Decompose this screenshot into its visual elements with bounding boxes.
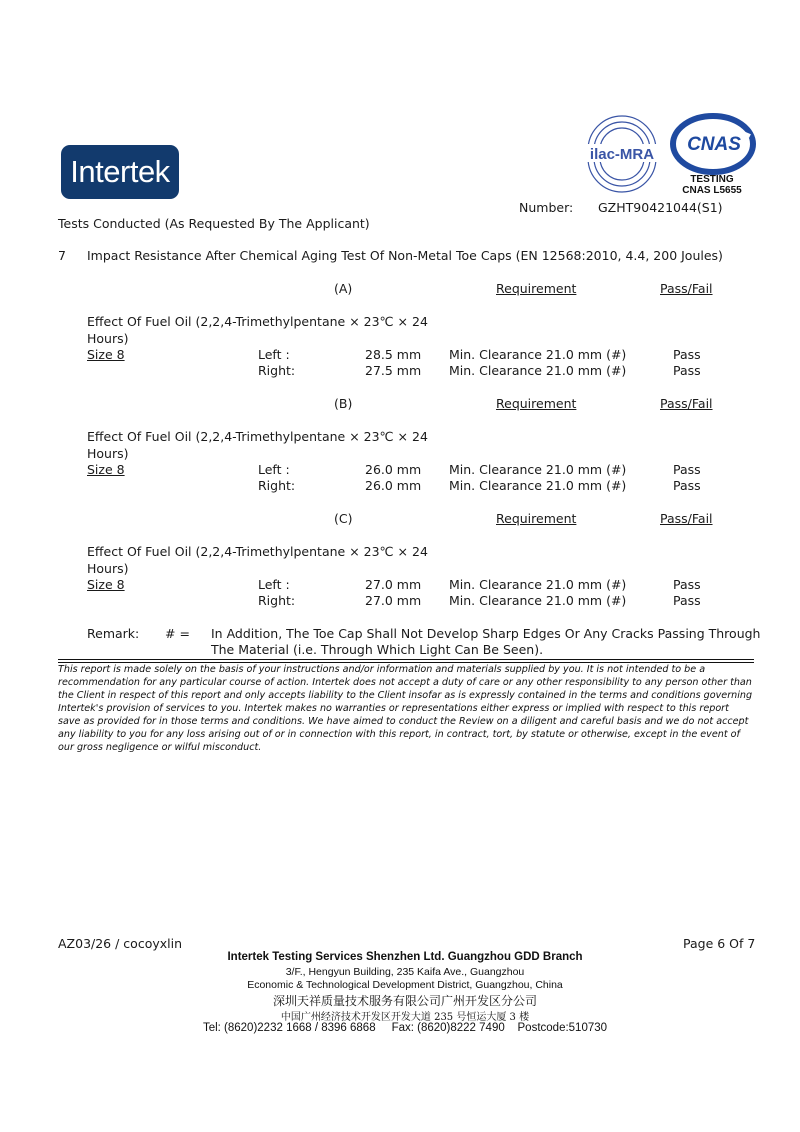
sample-c-right-result: Pass [673,593,701,608]
sample-b-size: Size 8 [87,462,125,477]
remark-line2: The Material (i.e. Through Which Light Can Be Seen). [211,642,544,657]
sample-a-effect-line1: Effect Of Fuel Oil (2,2,4-Trimethylpentane × 23℃ × 24 [87,314,428,329]
item-number: 7 [58,248,66,263]
sample-a-requirement-header: Requirement [496,281,577,296]
number-value: GZHT90421044(S1) [598,200,723,215]
ilac-text: ilac-MRA [589,146,655,163]
sample-c-right-requirement: Min. Clearance 21.0 mm (#) [449,593,627,608]
sample-b-right-label: Right: [258,478,296,493]
sample-b-right-result: Pass [673,478,701,493]
remark-line1: In Addition, The Toe Cap Shall Not Develop Sharp Edges Or Any Cracks Passing Through [211,626,761,641]
sample-b-right-value: 26.0 mm [365,478,422,493]
cnas-number: CNAS L5655 [682,185,742,196]
sample-c-effect-line2: Hours) [87,561,129,576]
sample-c-left-requirement: Min. Clearance 21.0 mm (#) [449,577,627,592]
sample-b-right-requirement: Min. Clearance 21.0 mm (#) [449,478,627,493]
sample-a-passfail-header: Pass/Fail [660,281,713,296]
sample-c-requirement-header: Requirement [496,511,577,526]
sample-a-right-value: 27.5 mm [365,363,422,378]
sample-c-left-label: Left : [258,577,290,592]
sample-a-id: (A) [334,281,353,296]
sample-a-left-result: Pass [673,347,701,362]
sample-a-left-label: Left : [258,347,290,362]
footer-address-zh: 中国广州经济技术开发区开发大道 235 号恒运大厦 3 楼 [280,1012,530,1023]
sample-b-id: (B) [334,396,353,411]
intertek-logo [61,145,179,199]
sample-a-left-requirement: Min. Clearance 21.0 mm (#) [449,347,627,362]
cnas-label [672,174,752,196]
footer-address2: Economic & Technological Development District, Guangzhou, China [247,979,563,991]
remark-label: Remark: [87,626,140,641]
divider [58,659,754,660]
footer-contact: Tel: (8620)2232 1668 / 8396 6868 Fax: (8620)8222 7490 Postcode:510730 [202,1022,608,1034]
sample-a-effect-line2: Hours) [87,331,129,346]
sample-c-right-label: Right: [258,593,296,608]
sample-a-right-requirement: Min. Clearance 21.0 mm (#) [449,363,627,378]
sample-c-effect-line1: Effect Of Fuel Oil (2,2,4-Trimethylpentane × 23℃ × 24 [87,544,428,559]
sample-c-left-result: Pass [673,577,701,592]
sample-a-right-result: Pass [673,363,701,378]
sample-b-effect-line1: Effect Of Fuel Oil (2,2,4-Trimethylpentane × 23℃ × 24 [87,429,428,444]
sample-c-size: Size 8 [87,577,125,592]
tests-conducted: Tests Conducted (As Requested By The Applicant) [58,216,370,231]
number-label: Number: [519,200,574,215]
cnas-testing: TESTING [690,174,734,185]
footer-company-zh: 深圳天祥质量技术服务有限公司广州开发区分公司 [272,994,537,1008]
sample-c-left-value: 27.0 mm [365,577,422,592]
sample-a-left-value: 28.5 mm [365,347,422,362]
footer-address1: 3/F., Hengyun Building, 235 Kaifa Ave., Guangzhou [285,966,525,978]
item-title: Impact Resistance After Chemical Aging Test Of Non-Metal Toe Caps (EN 12568:2010, 4.4, 200 Joules) [87,248,723,263]
cnas-text: CNAS [687,134,741,155]
sample-a-right-label: Right: [258,363,296,378]
sample-b-left-label: Left : [258,462,290,477]
footer-reference: AZ03/26 / cocoyxlin [58,936,182,951]
sample-b-left-requirement: Min. Clearance 21.0 mm (#) [449,462,627,477]
sample-b-left-value: 26.0 mm [365,462,422,477]
ilac-mra-logo [578,106,666,194]
sample-b-left-result: Pass [673,462,701,477]
disclaimer: This report is made solely on the basis of your instructions and/or information and materials supplied by you. It is not intended to be a recommendation for any particular course of action. Intertek does not accept a duty of care or any other responsibility to any person other than the Client in respect of this report and only accepts liability to the Client insofar as is expressly contained in the terms and conditions governing Intertek's provision of services to you. Intertek makes no warranties or representations either express or implied with respect to this report save as provided for in those terms and conditions. We have aimed to conduct the Review on a diligent and careful basis and we do not accept any liability to you for any loss arising out of or in connection with this report, in contract, tort, by statute or otherwise, except in the event of our gross negligence or wilful misconduct. [58,664,753,753]
sample-c-right-value: 27.0 mm [365,593,422,608]
sample-b-effect-line2: Hours) [87,446,129,461]
footer-page-number: Page 6 Of 7 [683,936,756,951]
sample-b-passfail-header: Pass/Fail [660,396,713,411]
logo-text: Intertek [70,154,170,189]
remark-symbol: # = [165,626,190,641]
sample-c-passfail-header: Pass/Fail [660,511,713,526]
sample-b-requirement-header: Requirement [496,396,577,411]
footer-company: Intertek Testing Services Shenzhen Ltd. Guangzhou GDD Branch [227,951,583,963]
sample-c-id: (C) [334,511,353,526]
sample-a-size: Size 8 [87,347,125,362]
